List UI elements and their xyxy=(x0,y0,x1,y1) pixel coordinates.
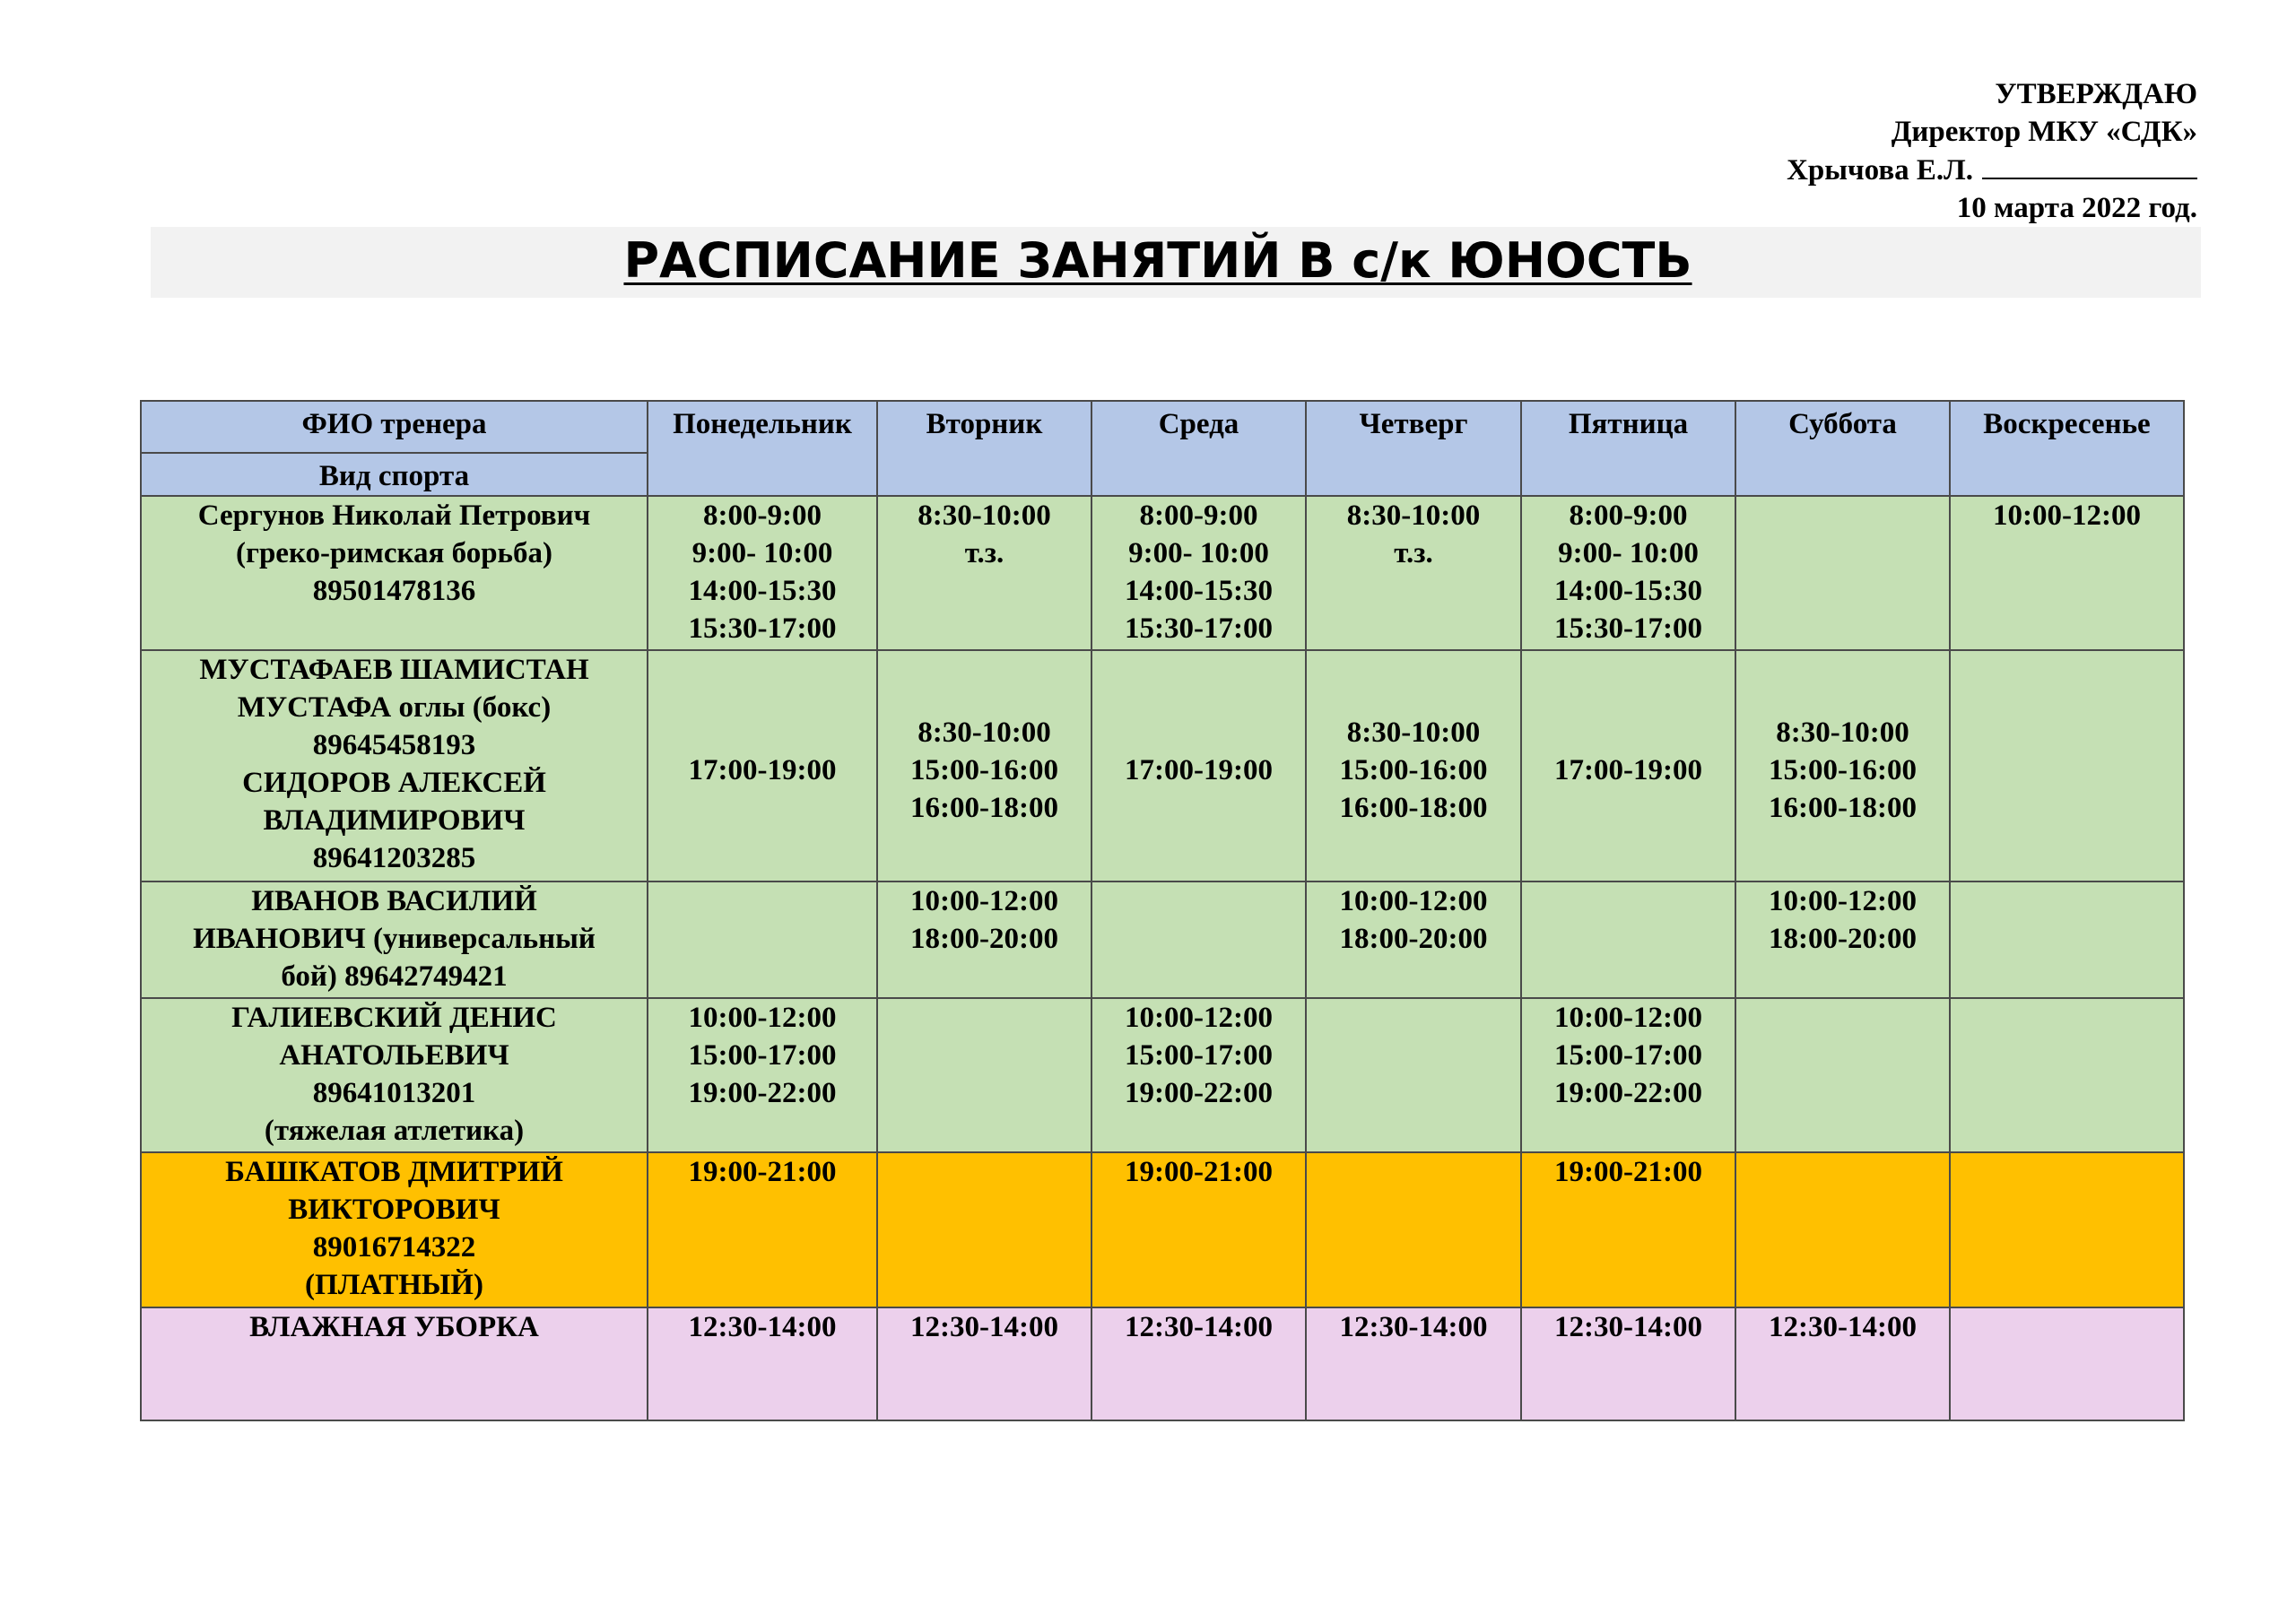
schedule-cell-times xyxy=(1526,999,1731,1112)
time-slot: 14:00-15:30 xyxy=(1125,575,1273,607)
trainer-line: 89645458193 xyxy=(312,729,476,761)
title-band xyxy=(151,227,2201,298)
schedule-cell xyxy=(877,496,1091,650)
schedule-cell xyxy=(1306,1307,1521,1420)
time-slot: 12:30-14:00 xyxy=(1125,1311,1273,1343)
schedule-cell xyxy=(1091,1152,1306,1307)
schedule-row xyxy=(141,1307,2184,1420)
schedule-cell-times xyxy=(1096,497,1301,647)
time-slot: 15:00-16:00 xyxy=(910,754,1058,786)
schedule-cell xyxy=(1521,1307,1735,1420)
time-slot: 10:00-12:00 xyxy=(1339,885,1488,917)
schedule-cell-times xyxy=(652,751,873,789)
schedule-cell-times xyxy=(882,1308,1087,1346)
schedule-cell-times xyxy=(652,1308,873,1346)
trainer-line: (тяжелая атлетика) xyxy=(264,1115,525,1147)
schedule-cell xyxy=(648,881,877,998)
time-slot: 19:00-21:00 xyxy=(1554,1156,1702,1188)
schedule-cell-times xyxy=(882,714,1087,827)
trainer-line: БАШКАТОВ ДМИТРИЙ xyxy=(225,1156,563,1188)
schedule-row xyxy=(141,496,2184,650)
schedule-cell xyxy=(877,1307,1091,1420)
trainer-line: ВЛАЖНАЯ УБОРКА xyxy=(249,1311,539,1343)
schedule-cell xyxy=(1735,881,1950,998)
schedule-row xyxy=(141,1152,2184,1307)
schedule-row xyxy=(141,881,2184,998)
trainer-cell xyxy=(141,1152,648,1307)
approval-line-date: 10 марта 2022 год. xyxy=(1956,192,2197,224)
time-slot: 15:00-16:00 xyxy=(1339,754,1488,786)
schedule-cell-times xyxy=(1740,882,1945,958)
header-day: Четверг xyxy=(1306,401,1521,496)
time-slot: 18:00-20:00 xyxy=(910,923,1058,955)
schedule-row xyxy=(141,998,2184,1152)
time-slot: 10:00-12:00 xyxy=(1554,1002,1702,1034)
schedule-cell xyxy=(648,496,877,650)
schedule-cell-times xyxy=(652,1153,873,1191)
schedule-cell-times xyxy=(1526,751,1731,789)
schedule-cell xyxy=(648,998,877,1152)
schedule-cell xyxy=(1091,650,1306,881)
schedule-cell xyxy=(1521,1152,1735,1307)
header-day: Пятница xyxy=(1521,401,1735,496)
trainer-line: МУСТАФАЕВ ШАМИСТАН xyxy=(199,654,589,686)
approval-line-approve: УТВЕРЖДАЮ xyxy=(1995,78,2197,110)
trainer-line: 89641203285 xyxy=(312,842,476,874)
signature-line xyxy=(1982,151,2197,179)
schedule-cell xyxy=(1521,998,1735,1152)
time-slot: 16:00-18:00 xyxy=(1769,792,1917,824)
trainer-line: ВИКТОРОВИЧ xyxy=(288,1194,500,1226)
time-slot: 17:00-19:00 xyxy=(1125,754,1273,786)
schedule-cell-times xyxy=(652,497,873,647)
schedule-cell xyxy=(1091,1307,1306,1420)
schedule-cell-times xyxy=(1526,497,1731,647)
schedule-cell xyxy=(1735,998,1950,1152)
trainer-line: ИВАНОВИЧ (универсальный xyxy=(193,923,596,955)
time-slot: 12:30-14:00 xyxy=(688,1311,837,1343)
time-slot: 8:30-10:00 xyxy=(918,716,1051,749)
schedule-cell-times xyxy=(1954,497,2179,534)
header-day: Понедельник xyxy=(648,401,877,496)
schedule-cell xyxy=(1735,650,1950,881)
trainer-line: ГАЛИЕВСКИЙ ДЕНИС xyxy=(231,1002,557,1034)
time-slot: 9:00- 10:00 xyxy=(1558,537,1699,569)
time-slot: 10:00-12:00 xyxy=(1125,1002,1273,1034)
time-slot: 8:00-9:00 xyxy=(1569,499,1688,532)
schedule-cell-times xyxy=(1310,497,1517,572)
schedule-cell xyxy=(1306,998,1521,1152)
trainer-line: СИДОРОВ АЛЕКСЕЙ xyxy=(242,767,546,799)
schedule-cell xyxy=(877,1152,1091,1307)
schedule-cell xyxy=(1735,496,1950,650)
schedule-cell xyxy=(1735,1307,1950,1420)
time-slot: 17:00-19:00 xyxy=(1554,754,1702,786)
schedule-cell xyxy=(1091,496,1306,650)
time-slot: 8:00-9:00 xyxy=(1139,499,1258,532)
trainer-line: АНАТОЛЬЕВИЧ xyxy=(279,1039,509,1072)
trainer-line: Сергунов Николай Петрович xyxy=(197,499,591,532)
schedule-cell-times xyxy=(1526,1153,1731,1191)
trainer-line: ВЛАДИМИРОВИЧ xyxy=(263,804,526,837)
time-slot: т.з. xyxy=(964,537,1004,569)
trainer-line: бой) 89642749421 xyxy=(281,960,508,993)
time-slot: 8:30-10:00 xyxy=(1346,499,1481,532)
schedule-cell-times xyxy=(1096,751,1301,789)
time-slot: 19:00-21:00 xyxy=(688,1156,837,1188)
header-sport: Вид спорта xyxy=(141,453,648,496)
time-slot: 8:30-10:00 xyxy=(918,499,1051,532)
header-row xyxy=(141,401,2184,453)
schedule-cell xyxy=(1950,1152,2184,1307)
header-day: Вторник xyxy=(877,401,1091,496)
time-slot: 8:30-10:00 xyxy=(1346,716,1481,749)
time-slot: 15:00-17:00 xyxy=(1554,1039,1702,1072)
time-slot: 10:00-12:00 xyxy=(688,1002,837,1034)
schedule-cell xyxy=(1306,1152,1521,1307)
schedule-cell xyxy=(1950,496,2184,650)
time-slot: 15:30-17:00 xyxy=(688,612,837,645)
time-slot: 8:00-9:00 xyxy=(703,499,822,532)
time-slot: 15:00-17:00 xyxy=(688,1039,837,1072)
approval-name-text: Хрычова Е.Л. xyxy=(1787,154,1973,187)
time-slot: 12:30-14:00 xyxy=(910,1311,1058,1343)
trainer-cell xyxy=(141,496,648,650)
time-slot: 15:00-16:00 xyxy=(1769,754,1917,786)
schedule-cell-times xyxy=(882,497,1087,572)
schedule-cell-times xyxy=(882,882,1087,958)
header-day: Суббота xyxy=(1735,401,1950,496)
trainer-line: 89016714322 xyxy=(312,1231,476,1264)
time-slot: 9:00- 10:00 xyxy=(1128,537,1269,569)
schedule-cell xyxy=(1950,998,2184,1152)
schedule-row xyxy=(141,650,2184,881)
schedule-cell-times xyxy=(1096,1153,1301,1191)
trainer-line: ИВАНОВ ВАСИЛИЙ xyxy=(251,885,537,917)
time-slot: 18:00-20:00 xyxy=(1769,923,1917,955)
schedule-cell-times xyxy=(652,999,873,1112)
time-slot: 16:00-18:00 xyxy=(1339,792,1488,824)
schedule-cell xyxy=(1521,881,1735,998)
time-slot: 17:00-19:00 xyxy=(688,754,837,786)
schedule-cell-times xyxy=(1096,999,1301,1112)
schedule-cell xyxy=(1950,881,2184,998)
time-slot: 15:30-17:00 xyxy=(1125,612,1273,645)
schedule-cell-times xyxy=(1310,882,1517,958)
time-slot: 9:00- 10:00 xyxy=(691,537,833,569)
time-slot: 15:00-17:00 xyxy=(1125,1039,1273,1072)
header-fio: ФИО тренера xyxy=(141,401,648,453)
page-title: РАСПИСАНИЕ ЗАНЯТИЙ В с/к ЮНОСТЬ xyxy=(623,232,1692,289)
time-slot: т.з. xyxy=(1394,537,1433,569)
schedule-cell xyxy=(1950,650,2184,881)
trainer-cell xyxy=(141,650,648,881)
header-day: Воскресенье xyxy=(1950,401,2184,496)
schedule-cell xyxy=(877,881,1091,998)
schedule-cell xyxy=(1521,496,1735,650)
schedule-cell xyxy=(1306,650,1521,881)
schedule-cell xyxy=(877,650,1091,881)
time-slot: 8:30-10:00 xyxy=(1776,716,1909,749)
time-slot: 10:00-12:00 xyxy=(1993,499,2141,532)
schedule-cell xyxy=(1091,998,1306,1152)
time-slot: 18:00-20:00 xyxy=(1339,923,1488,955)
time-slot: 12:30-14:00 xyxy=(1554,1311,1702,1343)
schedule-cell xyxy=(877,998,1091,1152)
schedule-cell xyxy=(1521,650,1735,881)
trainer-line: (ПЛАТНЫЙ) xyxy=(305,1269,483,1301)
time-slot: 19:00-22:00 xyxy=(1554,1077,1702,1109)
trainer-line: 89641013201 xyxy=(312,1077,476,1109)
time-slot: 15:30-17:00 xyxy=(1554,612,1702,645)
trainer-line: (греко-римская борьба) xyxy=(235,537,552,569)
schedule-body xyxy=(141,496,2184,1420)
trainer-line: 89501478136 xyxy=(312,575,476,607)
schedule-cell xyxy=(1091,881,1306,998)
time-slot: 19:00-22:00 xyxy=(688,1077,837,1109)
time-slot: 10:00-12:00 xyxy=(1769,885,1917,917)
time-slot: 10:00-12:00 xyxy=(910,885,1058,917)
schedule-cell-times xyxy=(1526,1308,1731,1346)
trainer-cell xyxy=(141,881,648,998)
schedule-cell xyxy=(1306,881,1521,998)
schedule-cell xyxy=(1306,496,1521,650)
time-slot: 12:30-14:00 xyxy=(1769,1311,1917,1343)
schedule-cell-times xyxy=(1740,714,1945,827)
schedule-cell xyxy=(1950,1307,2184,1420)
schedule-cell xyxy=(1735,1152,1950,1307)
trainer-cell xyxy=(141,998,648,1152)
time-slot: 12:30-14:00 xyxy=(1339,1311,1488,1343)
approval-line-director: Директор МКУ «СДК» xyxy=(1891,116,2197,148)
schedule-table xyxy=(140,400,2185,1421)
approval-block xyxy=(1787,75,2197,227)
schedule-cell xyxy=(648,1152,877,1307)
time-slot: 19:00-22:00 xyxy=(1125,1077,1273,1109)
approval-line-name xyxy=(1787,151,2197,189)
schedule-cell xyxy=(648,650,877,881)
schedule-cell-times xyxy=(1740,1308,1945,1346)
time-slot: 14:00-15:30 xyxy=(1554,575,1702,607)
trainer-line: МУСТАФА оглы (бокс) xyxy=(237,691,552,724)
header-day: Среда xyxy=(1091,401,1306,496)
trainer-cell xyxy=(141,1307,648,1420)
schedule-cell-times xyxy=(1310,714,1517,827)
schedule-cell-times xyxy=(1310,1308,1517,1346)
time-slot: 16:00-18:00 xyxy=(910,792,1058,824)
schedule-cell-times xyxy=(1096,1308,1301,1346)
schedule-cell xyxy=(648,1307,877,1420)
time-slot: 14:00-15:30 xyxy=(688,575,837,607)
time-slot: 19:00-21:00 xyxy=(1125,1156,1273,1188)
